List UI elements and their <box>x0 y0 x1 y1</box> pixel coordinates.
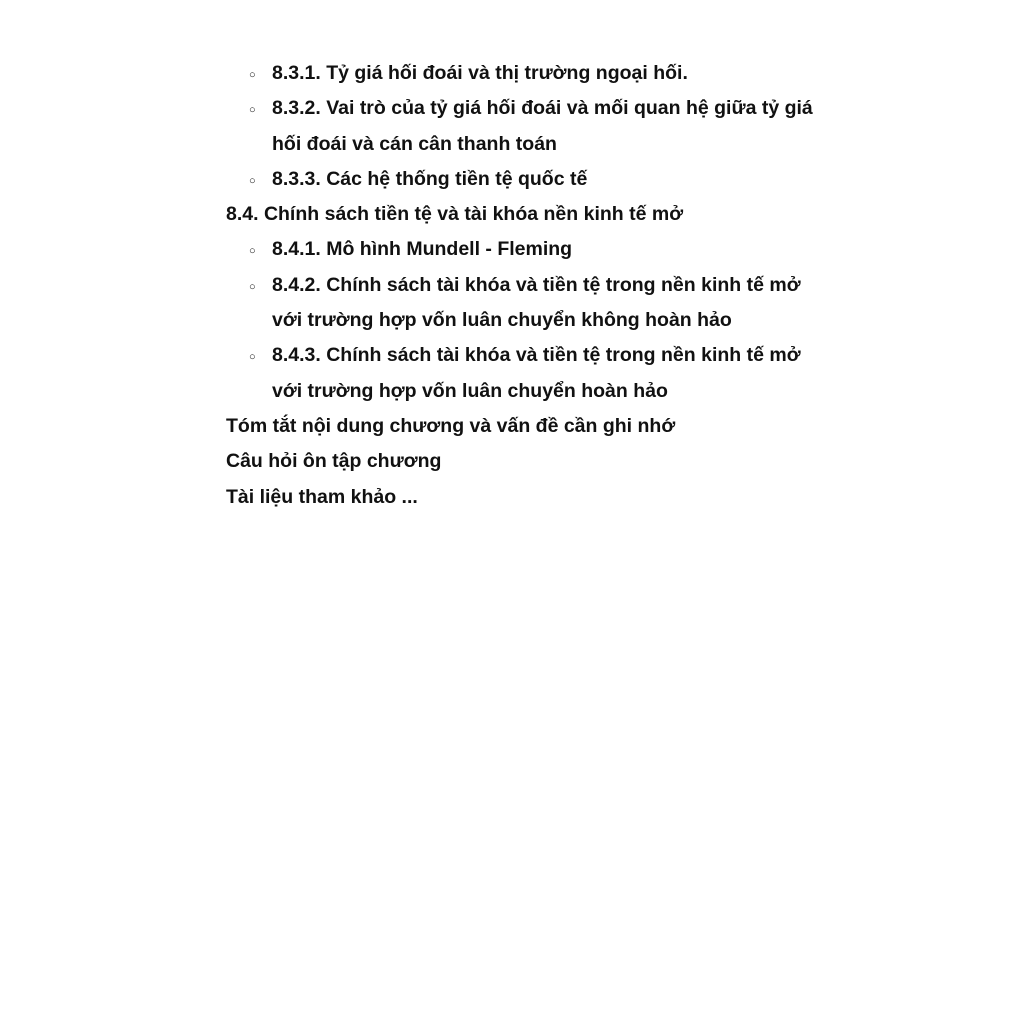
toc-item-label: 8.3.2. Vai trò của tỷ giá hối đoái và mối quan hệ giữa tỷ giá hối đoái và cán cân thanh toán <box>272 97 813 155</box>
toc-item-8-4-2[interactable] <box>226 268 826 339</box>
toc-item-8-3-3[interactable] <box>226 162 826 197</box>
hollow-circle-bullet-icon: ○ <box>249 245 256 258</box>
table-of-contents <box>226 56 826 515</box>
toc-item-8-3-2[interactable] <box>226 91 826 162</box>
hollow-circle-bullet-icon: ○ <box>249 174 256 187</box>
toc-item-label: 8.4.1. Mô hình Mundell - Fleming <box>272 238 573 261</box>
toc-chapter-summary[interactable]: Tóm tắt nội dung chương và vấn đề cần ghi nhớ <box>226 414 676 437</box>
hollow-circle-bullet-icon: ○ <box>249 69 256 81</box>
toc-section-8-4[interactable]: 8.4. Chính sách tiền tệ và tài khóa nền kinh tế mở <box>226 203 684 226</box>
toc-review-questions[interactable]: Câu hỏi ôn tập chương <box>226 450 442 473</box>
toc-item-8-4-1[interactable] <box>226 232 826 267</box>
hollow-circle-bullet-icon: ○ <box>249 280 256 293</box>
hollow-circle-bullet-icon: ○ <box>249 104 256 117</box>
toc-references[interactable]: Tài liệu tham khảo ... <box>226 485 418 508</box>
toc-item-label: 8.3.1. Tỷ giá hối đoái và thị trường ngoại hối. <box>272 62 688 84</box>
hollow-circle-bullet-icon: ○ <box>249 351 256 364</box>
toc-item-label: 8.3.3. Các hệ thống tiền tệ quốc tế <box>272 167 588 190</box>
toc-item-8-4-3[interactable] <box>226 338 826 409</box>
toc-item-8-3-1[interactable] <box>226 56 826 91</box>
toc-item-label: 8.4.3. Chính sách tài khóa và tiền tệ trong nền kinh tế mở với trường hợp vốn luân chuyển hoàn hảo <box>272 344 801 402</box>
toc-item-label: 8.4.2. Chính sách tài khóa và tiền tệ trong nền kinh tế mở với trường hợp vốn luân chuyển không hoàn hảo <box>272 273 801 332</box>
